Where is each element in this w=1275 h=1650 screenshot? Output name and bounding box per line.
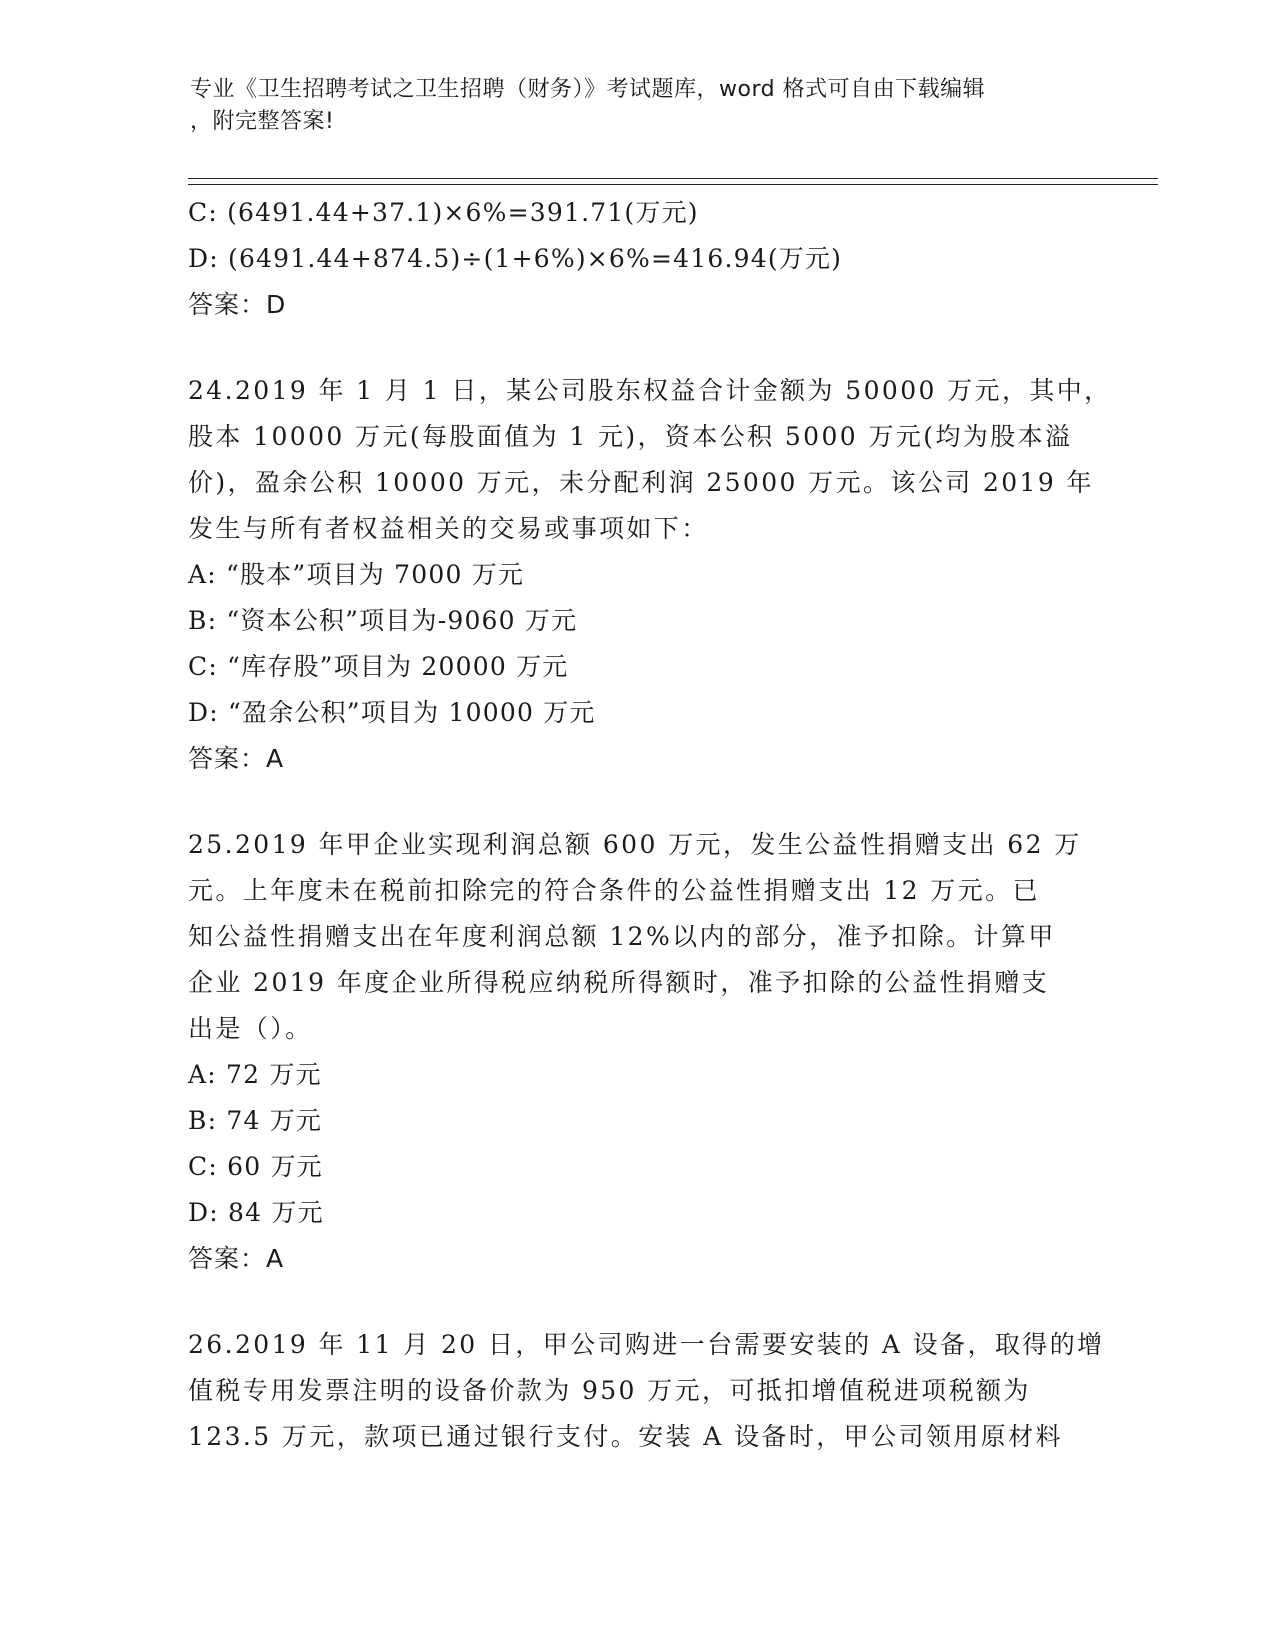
question-text-line: 知公益性捐赠支出在年度利润总额 12%以内的部分，准予扣除。计算甲 <box>188 922 1056 951</box>
question-text-line: 25.2019 年甲企业实现利润总额 600 万元，发生公益性捐赠支出 62 万 <box>188 830 1082 859</box>
option-a: A: “股本”项目为 7000 万元 <box>188 560 525 589</box>
question-23-tail <box>188 190 1088 328</box>
header-divider-bottom <box>188 184 1158 185</box>
question-text-line: 股本 10000 万元(每股面值为 1 元)，资本公积 5000 万元(均为股本溢 <box>188 422 1073 451</box>
question-text-line: 发生与所有者权益相关的交易或事项如下： <box>188 514 709 543</box>
document-header <box>190 74 1090 138</box>
answer-line: 答案：A <box>188 1244 285 1273</box>
question-text-line: 24.2019 年 1 月 1 日，某公司股东权益合计金额为 50000 万元，其中， <box>188 376 1112 405</box>
question-text-line: 元。上年度未在税前扣除完的符合条件的公益性捐赠支出 12 万元。已 <box>188 876 1040 905</box>
question-text-line: 123.5 万元，款项已通过银行支付。安装 A 设备时，甲公司领用原材料 <box>188 1422 1063 1451</box>
option-c: C: (6491.44+37.1)×6%=391.71(万元) <box>188 198 699 227</box>
question-text-line: 26.2019 年 11 月 20 日，甲公司购进一台需要安装的 A 设备，取得的增 <box>188 1330 1105 1359</box>
question-24 <box>188 368 1112 782</box>
option-c: C: 60 万元 <box>188 1152 323 1181</box>
option-d: D: 84 万元 <box>188 1198 324 1227</box>
option-d: D: “盈余公积”项目为 10000 万元 <box>188 698 596 727</box>
question-text-line: 值税专用发票注明的设备价款为 950 万元，可抵扣增值税进项税额为 <box>188 1376 1031 1405</box>
option-d: D: (6491.44+874.5)÷(1+6%)×6%=416.94(万元) <box>188 244 843 273</box>
question-text-line: 价)，盈余公积 10000 万元，未分配利润 25000 万元。该公司 2019 年 <box>188 468 1094 497</box>
option-b: B: “资本公积”项目为-9060 万元 <box>188 606 578 635</box>
answer-line: 答案：A <box>188 744 285 773</box>
question-26 <box>188 1322 1105 1460</box>
question-text-line: 企业 2019 年度企业所得税应纳税所得额时，准予扣除的公益性捐赠支 <box>188 968 1050 997</box>
option-c: C: “库存股”项目为 20000 万元 <box>188 652 569 681</box>
document-body <box>188 190 1112 1460</box>
header-divider-top <box>188 178 1158 179</box>
question-text-line: 出是（）。 <box>188 1014 313 1043</box>
header-line-2: ，附完整答案! <box>190 109 335 134</box>
option-b: B: 74 万元 <box>188 1106 323 1135</box>
header-line-1: 专业《卫生招聘考试之卫生招聘（财务）》考试题库，word 格式可自由下载编辑 <box>190 77 986 102</box>
option-a: A: 72 万元 <box>188 1060 322 1089</box>
answer-line: 答案：D <box>188 290 287 319</box>
question-25 <box>188 822 1088 1282</box>
